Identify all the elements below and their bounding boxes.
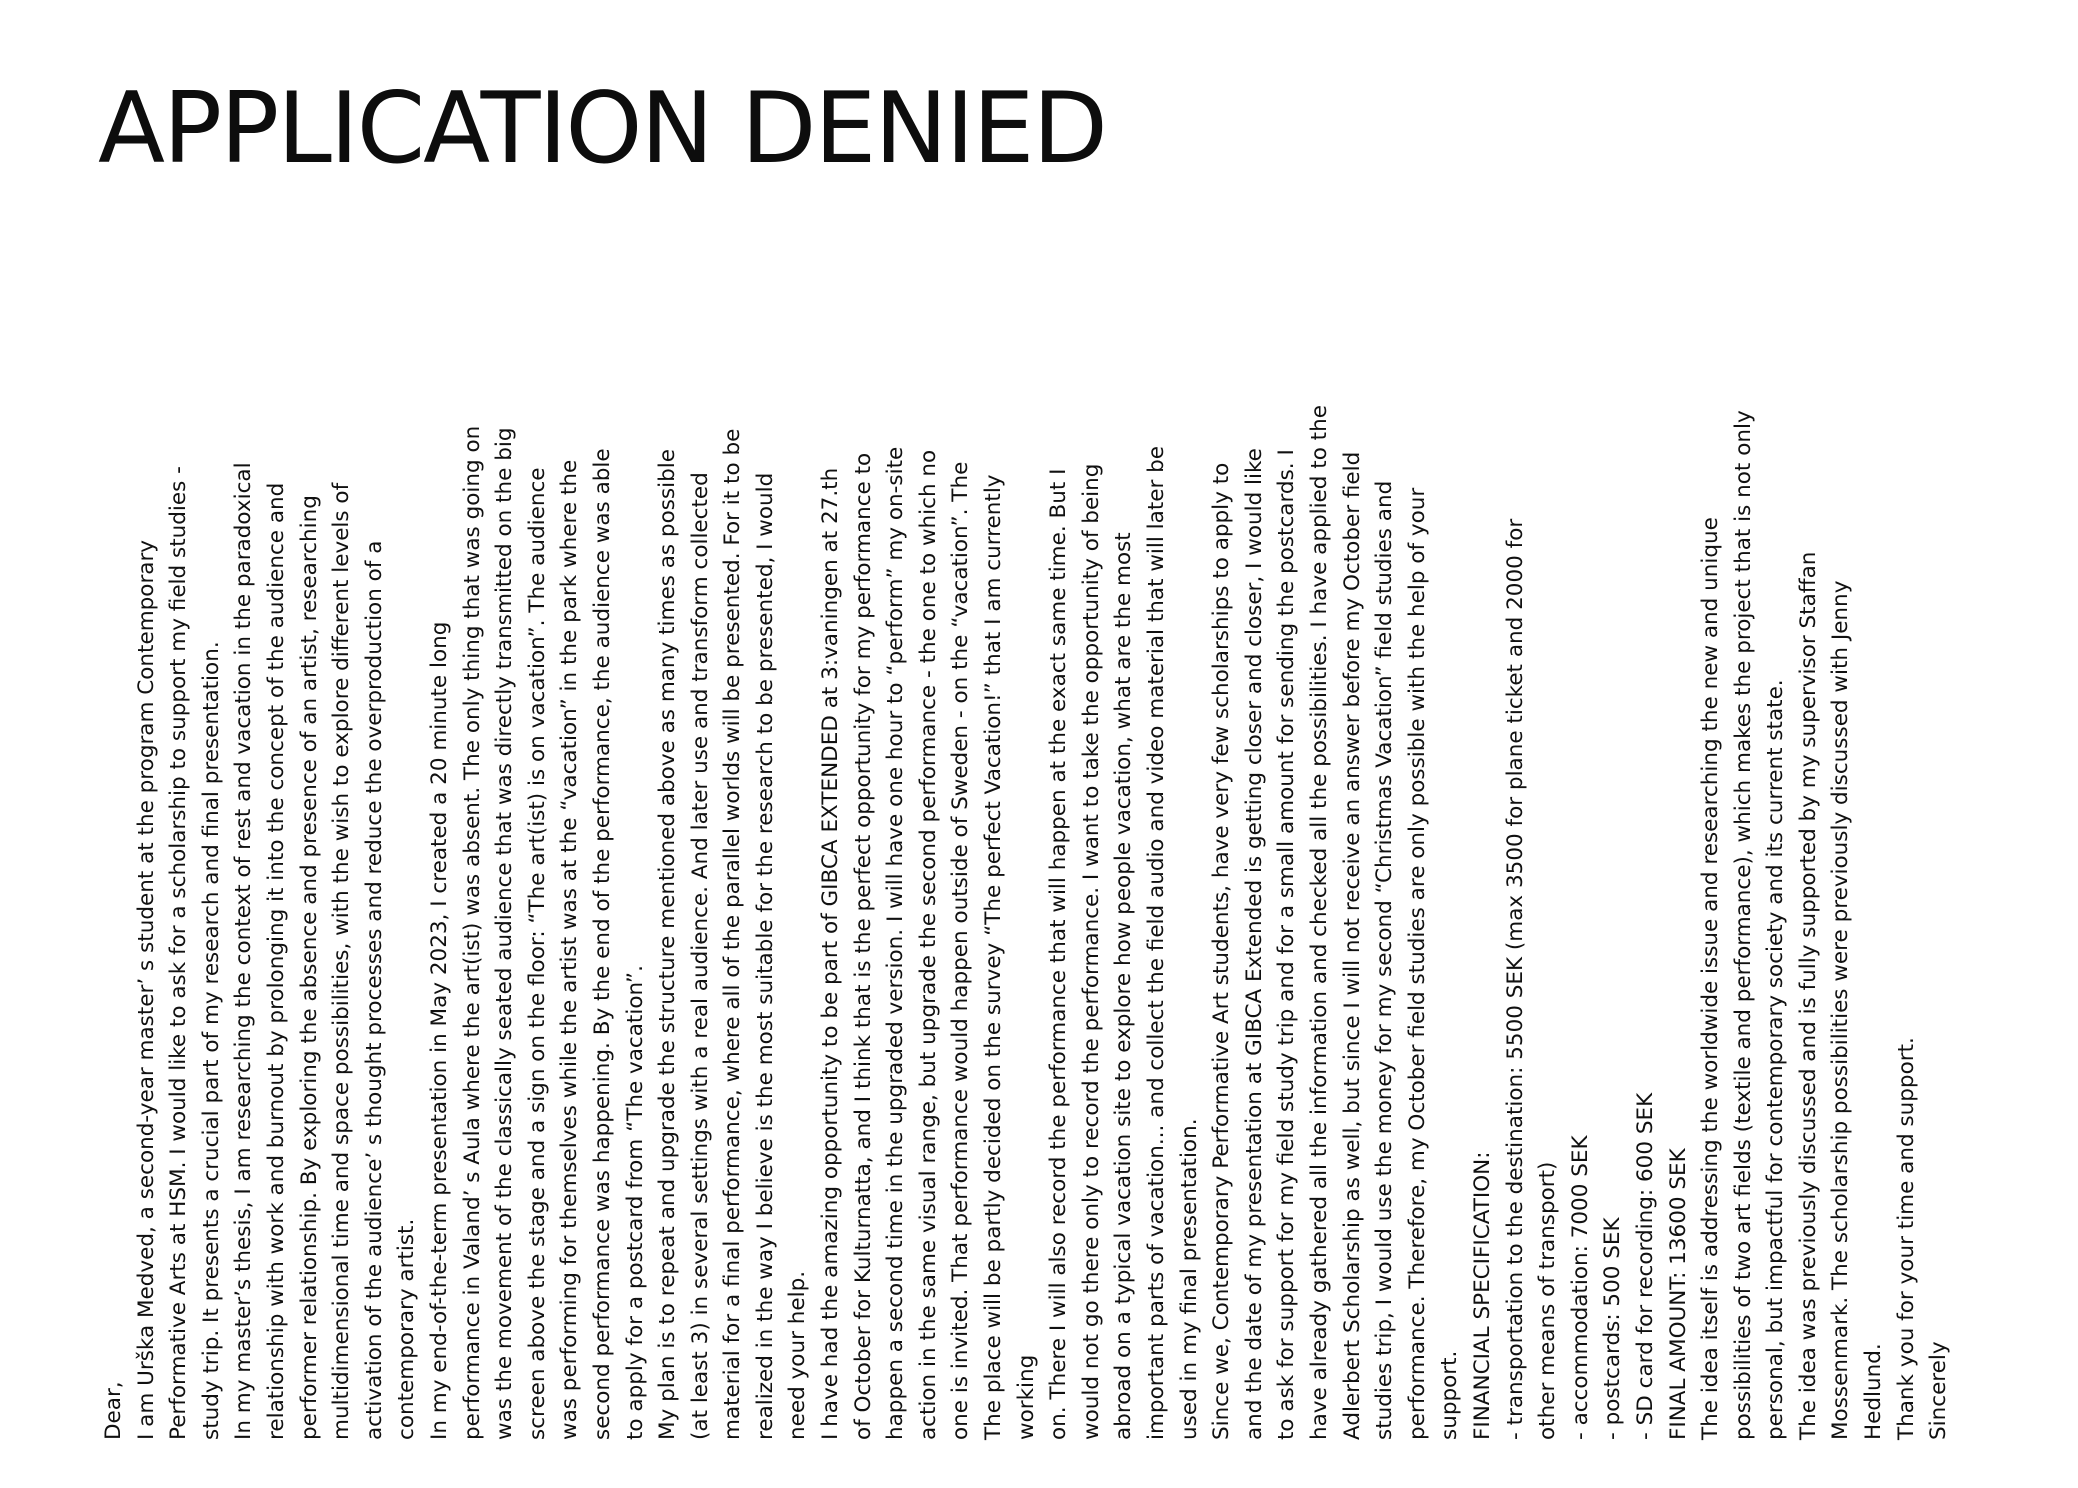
letter-line: second performance was happening. By the end of the performance, the audience was able bbox=[589, 448, 615, 1440]
letter-line: one is invited. That performance would happen outside of Sweden - on the “vacation”. The bbox=[948, 461, 974, 1440]
letter-line: have already gathered all the information and checked all the possibilities. I have applied to the bbox=[1306, 405, 1332, 1440]
letter-line: realized in the way I believe is the most suitable for the research to be presented, I would bbox=[752, 472, 778, 1440]
letter-line: possibilities of two art fields (textile and performance), which makes the project that is not only bbox=[1730, 410, 1756, 1440]
letter-line: of October for Kulturnatta, and I think that is the perfect opportunity for my performance to bbox=[850, 452, 876, 1440]
letter-line: (at least 3) in several settings with a real audience. And later use and transform collected bbox=[687, 472, 713, 1440]
letter-line: Thank you for your time and support. bbox=[1893, 1037, 1919, 1440]
letter-line: In my end-of-the-term presentation in May 2023, I created a 20 minute long bbox=[426, 621, 452, 1440]
letter-line: In my master’s thesis, I am researching the context of rest and vacation in the paradoxical bbox=[231, 462, 257, 1440]
letter-line: to apply for a postcard from “The vacation”. bbox=[622, 965, 648, 1440]
letter-line: personal, but impactful for contemporary society and its current state. bbox=[1763, 679, 1789, 1440]
letter-line: contemporary artist. bbox=[394, 1218, 420, 1440]
letter-line: - SD card for recording: 600 SEK bbox=[1632, 1092, 1658, 1440]
letter-line: abroad on a typical vacation site to explore how people vacation, what are the most bbox=[1111, 532, 1137, 1440]
letter-line: FINAL AMOUNT: 13600 SEK bbox=[1665, 1148, 1691, 1440]
letter-line: studies trip, I would use the money for my second “Christmas Vacation” field studies and bbox=[1372, 480, 1398, 1440]
letter-line: support. bbox=[1437, 1350, 1463, 1440]
letter-line: The idea itself is addressing the worldwide issue and researching the new and unique bbox=[1698, 517, 1724, 1440]
letter-line: - postcards: 500 SEK bbox=[1600, 1217, 1626, 1440]
letter-line: happen a second time in the upgraded version. I will have one hour to “perform” my on-site bbox=[883, 446, 909, 1440]
letter-line: was the movement of the classically seated audience that was directly transmitted on the big bbox=[492, 427, 518, 1440]
page-title: APPLICATION DENIED bbox=[98, 72, 1106, 186]
letter-line: Dear, bbox=[101, 1381, 126, 1440]
letter-line: need your help. bbox=[785, 1270, 811, 1440]
letter-line: other means of transport) bbox=[1535, 1161, 1561, 1440]
letter-line: would not go there only to record the performance. I want to take the opportunity of being bbox=[1078, 463, 1104, 1440]
letter-line: Sincerely bbox=[1926, 1341, 1952, 1440]
letter-line: was performing for themselves while the artist was at the “vacation” in the park where the bbox=[557, 459, 583, 1440]
letter-line: I am Urška Medved, a second-year master’ s student at the program Contemporary bbox=[133, 539, 159, 1440]
letter-line: I have had the amazing opportunity to be part of GIBCA EXTENDED at 3:vaningen at 27.th bbox=[818, 467, 844, 1440]
letter-line: on. There I will also record the performance that will happen at the exact same time. But I bbox=[1046, 468, 1072, 1440]
letter-line: FINANCIAL SPECIFICATION: bbox=[1469, 1151, 1495, 1440]
letter-line: Performative Arts at HSM. I would like to ask for a scholarship to support my field studies - bbox=[166, 466, 192, 1440]
letter-line: material for a final performance, where all of the parallel worlds will be presented. For it to be bbox=[720, 428, 746, 1440]
letter-line: Since we, Contemporary Performative Art students, have very few scholarships to apply to bbox=[1209, 462, 1235, 1440]
letter-line: relationship with work and burnout by prolonging it into the concept of the audience and bbox=[263, 482, 289, 1440]
letter-line: important parts of vacation... and collect the field audio and video material that will later be bbox=[1144, 445, 1169, 1440]
letter-line: used in my final presentation. bbox=[1176, 1118, 1202, 1440]
letter-line: Adlerbert Scholarship as well, but since I will not receive an answer before my October field bbox=[1339, 451, 1365, 1440]
letter-line: - accommodation: 7000 SEK bbox=[1567, 1135, 1593, 1440]
letter-line: performer relationship. By exploring the absence and presence of an artist, researching bbox=[296, 495, 322, 1440]
letter-line: The place will be partly decided on the survey “The perfect Vacation!” that I am currently bbox=[981, 474, 1007, 1440]
letter-line: - transportation to the destination: 5500 SEK (max 3500 for plane ticket and 2000 for bbox=[1502, 518, 1528, 1440]
letter-line: activation of the audience’ s thought processes and reduce the overproduction of a bbox=[361, 540, 387, 1440]
letter-line: screen above the stage and a sign on the floor: “The art(ist) is on vacation”. The audience bbox=[524, 467, 550, 1440]
letter-line: Hedlund. bbox=[1861, 1343, 1887, 1440]
letter-body bbox=[98, 210, 1956, 1440]
letter-line: The idea was previously discussed and is fully supported by my supervisor Staffan bbox=[1795, 551, 1821, 1440]
letter-line: and the date of my presentation at GIBCA Extended is getting closer and closer, I would like bbox=[1241, 448, 1267, 1440]
letter-line: study trip. It presents a crucial part of my research and final presentation. bbox=[198, 641, 224, 1440]
letter-line: performance. Therefore, my October field studies are only possible with the help of your bbox=[1404, 487, 1430, 1440]
letter-line: multidimensional time and space possibilities, with the wish to explore different levels of bbox=[329, 482, 355, 1440]
letter-line: Mossenmark. The scholarship possibilities were previously discussed with Jenny bbox=[1828, 580, 1854, 1440]
letter-line: to ask for support for my field study trip and for a small amount for sending the postcards. I bbox=[1274, 449, 1300, 1440]
letter-line: performance in Valand’ s Aula where the art(ist) was absent. The only thing that was going on bbox=[459, 425, 485, 1440]
letter-line: action in the same visual range, but upgrade the second performance - the one to which no bbox=[915, 449, 941, 1440]
letter-line: My plan is to repeat and upgrade the structure mentioned above as many times as possible bbox=[655, 449, 681, 1440]
letter-line: working bbox=[1013, 1354, 1039, 1440]
